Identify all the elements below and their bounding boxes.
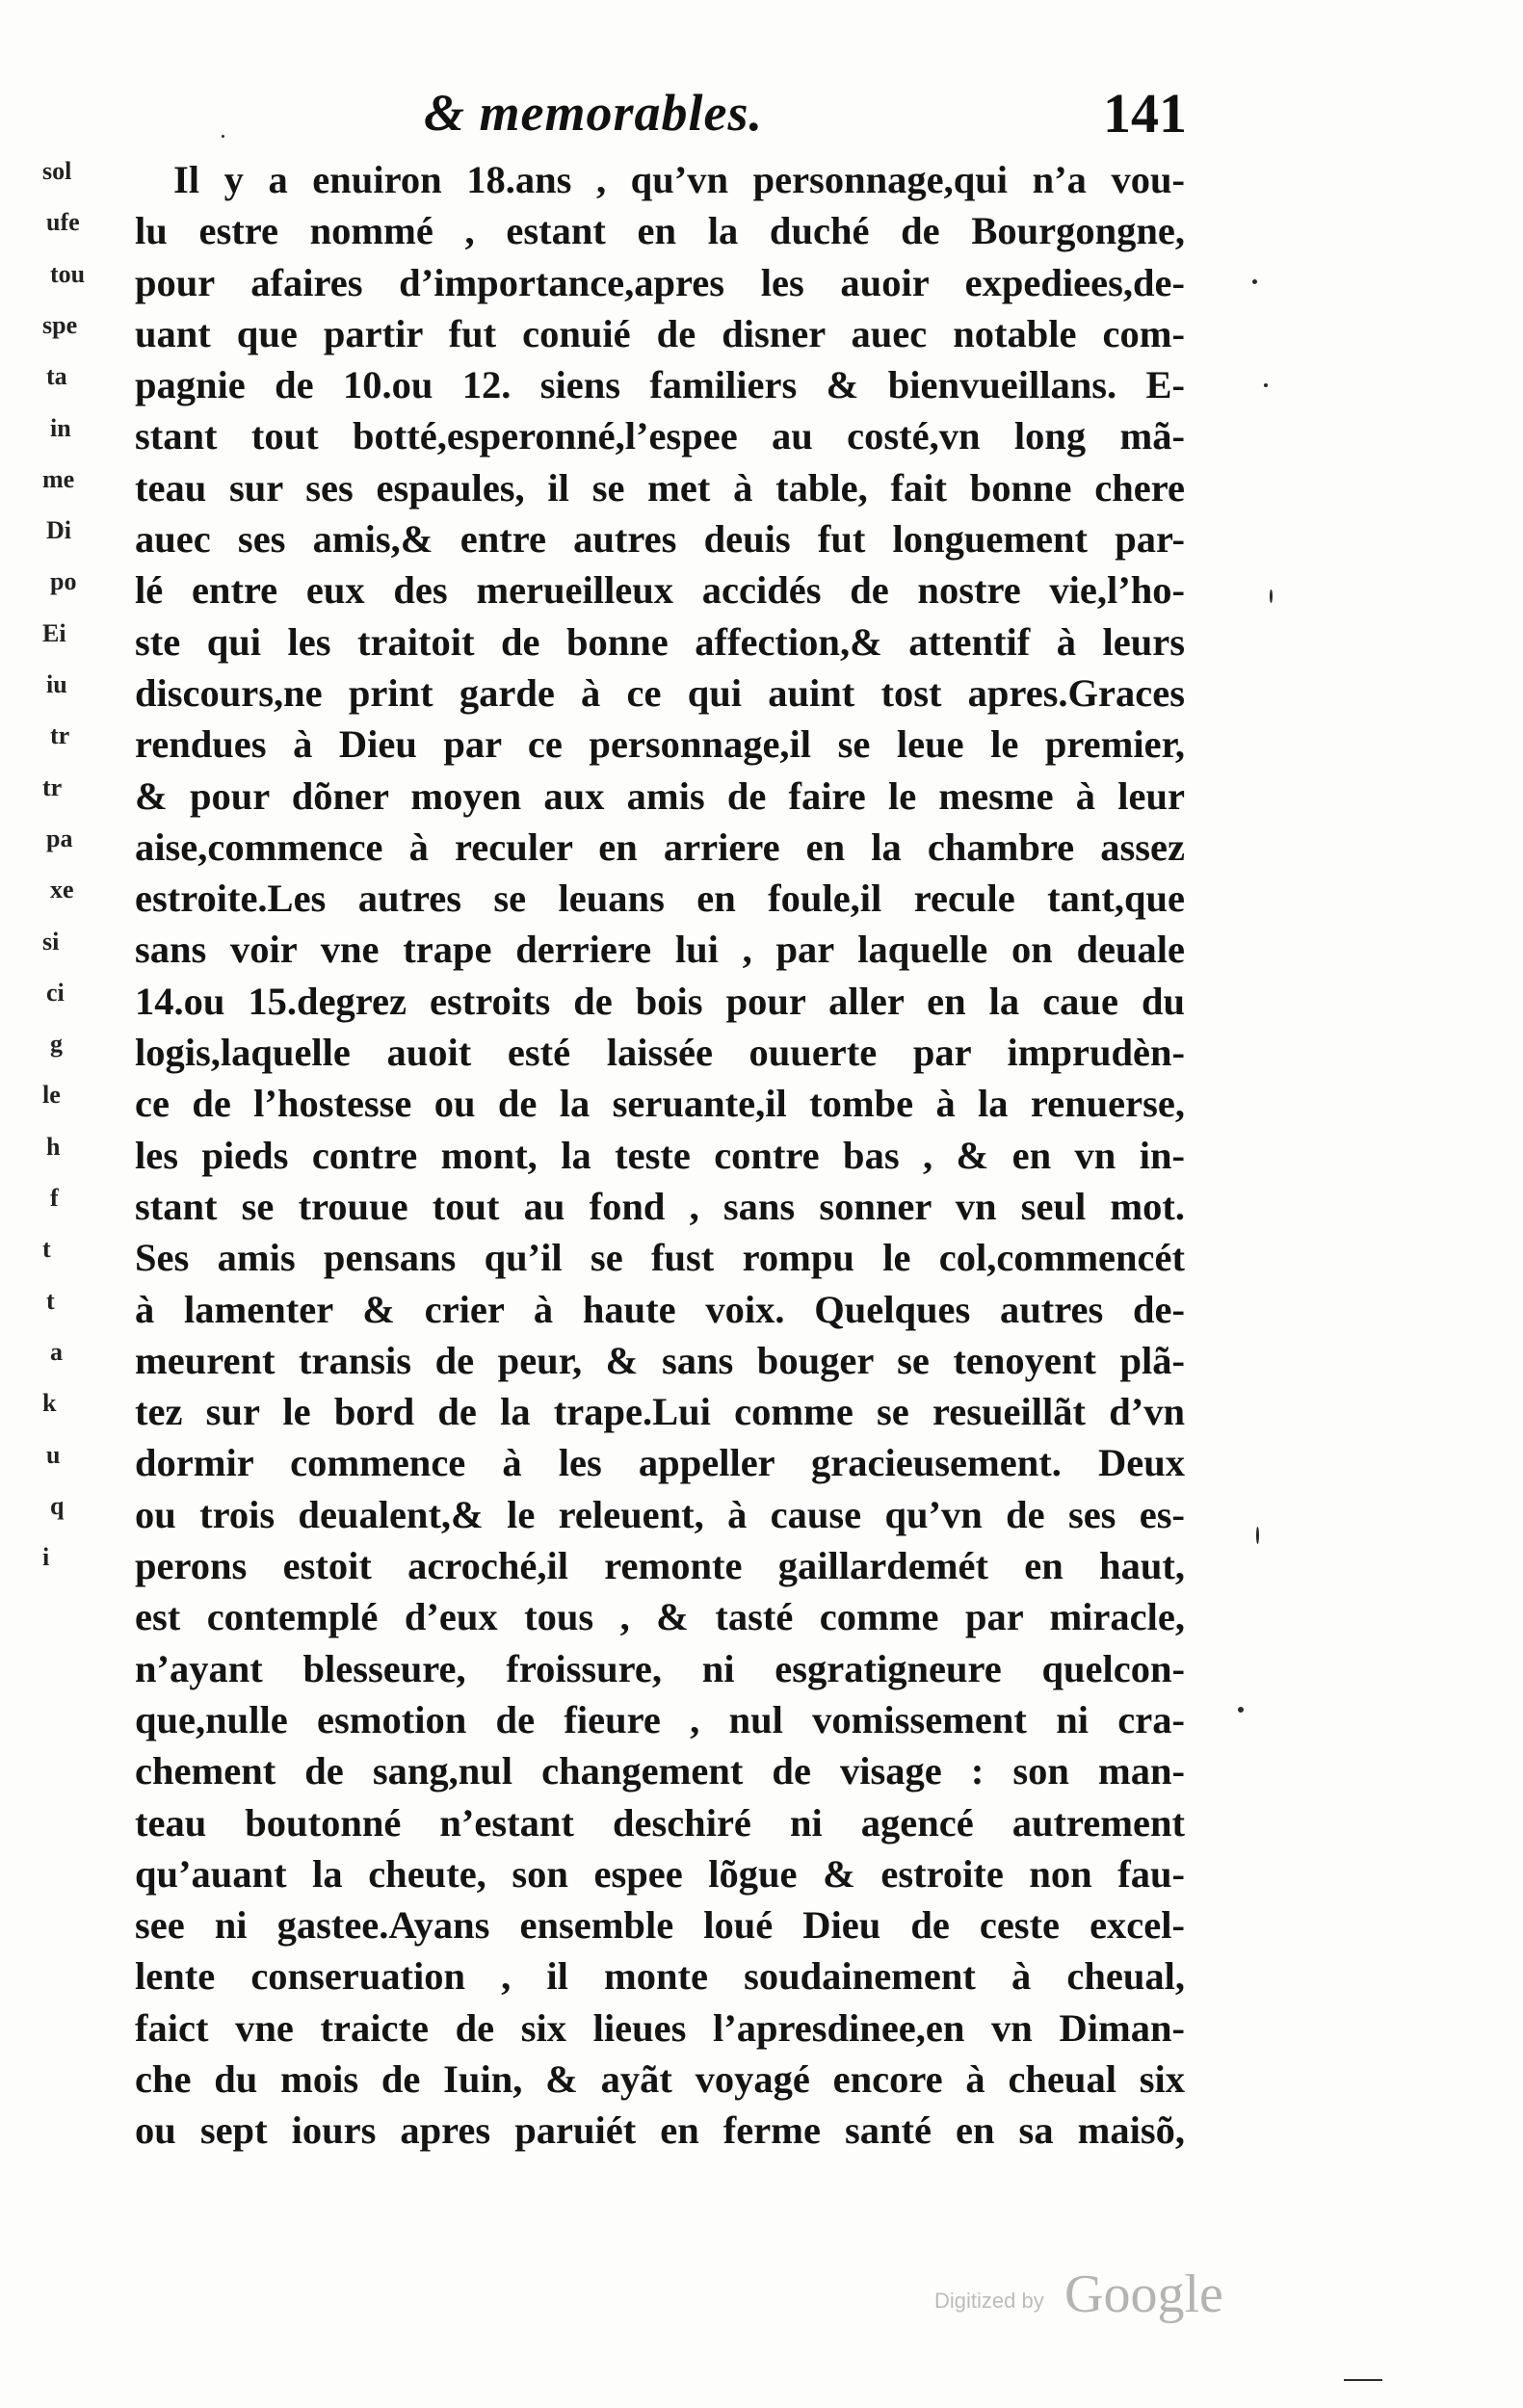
- ink-speck: [222, 135, 224, 138]
- text-line: pour afaires d’importance,apres les auoir expediees,de-: [135, 260, 1185, 304]
- body-text: [135, 154, 1185, 2157]
- bleed-through-margin: [42, 157, 86, 1796]
- margin-mark: in: [50, 413, 71, 442]
- margin-mark: t: [46, 1286, 55, 1315]
- margin-mark: pa: [46, 824, 73, 852]
- margin-mark: f: [50, 1184, 59, 1212]
- margin-mark: po: [50, 567, 77, 596]
- text-line: aise,commence à reculer en arriere en la chambre assez: [135, 824, 1185, 869]
- text-line: meurent transis de peur, & sans bouger se tenoyent plã-: [135, 1338, 1185, 1382]
- margin-mark: tr: [42, 772, 63, 801]
- text-line: ste qui les traitoit de bonne affection,& attentif à leurs: [135, 619, 1185, 664]
- margin-mark: sol: [42, 157, 72, 185]
- margin-mark: iu: [46, 670, 67, 698]
- text-line: faict vne traicte de six lieues l’apresdinee,en vn Diman-: [135, 2005, 1185, 2050]
- text-line: dormir commence à les appeller gracieusement. Deux: [135, 1441, 1185, 1485]
- text-line: n’ayant blesseure, froissure, ni esgratigneure quelcon-: [135, 1646, 1185, 1690]
- margin-mark: ta: [46, 362, 67, 391]
- text-line: ou trois deualent,& le releuent, à cause qu’vn de ses es-: [135, 1492, 1185, 1536]
- text-line: sans voir vne trape derriere lui , par laquelle on deuale: [135, 928, 1185, 972]
- text-line: see ni gastee.Ayans ensemble loué Dieu de ceste excel-: [135, 1903, 1185, 1948]
- ink-speck: [1344, 2379, 1382, 2381]
- text-line: discours,ne print garde à ce qui auint tost apres.Graces: [135, 670, 1185, 715]
- text-line: auec ses amis,& entre autres deuis fut longuement par-: [135, 517, 1185, 562]
- text-line: Ses amis pensans qu’il se fust rompu le col,commencét: [135, 1236, 1185, 1280]
- margin-mark: q: [50, 1491, 65, 1520]
- ink-speck: [1264, 383, 1268, 387]
- margin-mark: u: [46, 1440, 61, 1469]
- margin-mark: ci: [46, 978, 65, 1007]
- text-line: uant que partir fut conuié de disner auec notable com-: [135, 311, 1185, 355]
- running-title: & memorables.: [424, 84, 763, 142]
- watermark-digitized-by: Digitized by: [934, 2289, 1044, 2313]
- running-head: [385, 77, 1214, 154]
- margin-mark: a: [50, 1337, 63, 1366]
- margin-mark: ufe: [46, 208, 80, 237]
- text-line: Il y a enuiron 18.ans , qu’vn personnage,qui n’a vou-: [173, 158, 1185, 201]
- margin-mark: Di: [46, 516, 71, 545]
- ink-speck: [1256, 1527, 1259, 1544]
- text-line: & pour dõner moyen aux amis de faire le mesme à leur: [135, 773, 1185, 818]
- text-line: logis,laquelle auoit esté laissée ouuerte par imprudèn-: [135, 1031, 1185, 1075]
- text-line: les pieds contre mont, la teste contre bas , & en vn in-: [135, 1133, 1185, 1177]
- text-line: est contemplé d’eux tous , & tasté comme par miracle,: [135, 1595, 1185, 1639]
- margin-mark: tou: [50, 259, 86, 288]
- ink-speck: [1252, 279, 1257, 284]
- text-line: rendues à Dieu par ce personnage,il se leue le premier,: [135, 722, 1185, 767]
- margin-mark: k: [42, 1389, 57, 1418]
- text-line: stant tout botté,esperonné,l’espee au costé,vn long mã-: [135, 414, 1185, 458]
- margin-mark: h: [46, 1132, 61, 1161]
- ink-speck: [1270, 589, 1273, 603]
- margin-mark: t: [42, 1235, 51, 1264]
- text-line: teau boutonné n’estant deschiré ni agencé autrement: [135, 1800, 1185, 1845]
- margin-mark: tr: [50, 721, 70, 750]
- margin-mark: me: [42, 464, 75, 493]
- text-line: 14.ou 15.degrez estroits de bois pour aller en la caue du: [135, 979, 1185, 1023]
- text-line: lé entre eux des merueilleux accidés de nostre vie,l’ho-: [135, 568, 1185, 613]
- text-line: che du mois de Iuin, & ayãt voyagé encore à cheual six: [135, 2056, 1185, 2101]
- watermark-google-logo: Google: [1064, 2264, 1223, 2324]
- text-line: que,nulle esmotion de fieure , nul vomissement ni cra-: [135, 1697, 1185, 1741]
- margin-mark: g: [50, 1030, 63, 1059]
- margin-mark: Ei: [42, 618, 66, 647]
- text-line: tez sur le bord de la trape.Lui comme se resueillãt d’vn: [135, 1390, 1185, 1434]
- text-line: ou sept iours apres paruiét en ferme santé en sa maisõ,: [135, 2108, 1185, 2153]
- text-line: à lamenter & crier à haute voix. Quelques autres de-: [135, 1287, 1185, 1331]
- text-line: teau sur ses espaules, il se met à table, fait bonne chere: [135, 465, 1185, 510]
- text-line: chement de sang,nul changement de visage : son man-: [135, 1749, 1185, 1793]
- margin-mark: si: [42, 927, 60, 955]
- text-line: ce de l’hostesse ou de la seruante,il tombe à la renuerse,: [135, 1082, 1185, 1126]
- text-line: lente conseruation , il monte soudainement à cheual,: [135, 1954, 1185, 1999]
- text-line: estroite.Les autres se leuans en foule,il recule tant,que: [135, 877, 1185, 921]
- text-line: perons estoit acroché,il remonte gaillardemét en haut,: [135, 1544, 1185, 1588]
- margin-mark: i: [42, 1543, 50, 1572]
- page-number: 141: [1103, 82, 1187, 144]
- margin-mark: le: [42, 1081, 61, 1110]
- text-line: pagnie de 10.ou 12. siens familiers & bienvueillans. E-: [135, 363, 1185, 407]
- text-line: lu estre nommé , estant en la duché de Bourgongne,: [135, 209, 1185, 253]
- margin-mark: xe: [50, 876, 74, 904]
- margin-mark: spe: [42, 310, 78, 339]
- digitization-watermark: [934, 2264, 1281, 2331]
- ink-speck: [1238, 1707, 1244, 1713]
- text-line: qu’auant la cheute, son espee lõgue & estroite non fau-: [135, 1851, 1185, 1896]
- text-line: stant se trouue tout au fond , sans sonner vn seul mot.: [135, 1184, 1185, 1228]
